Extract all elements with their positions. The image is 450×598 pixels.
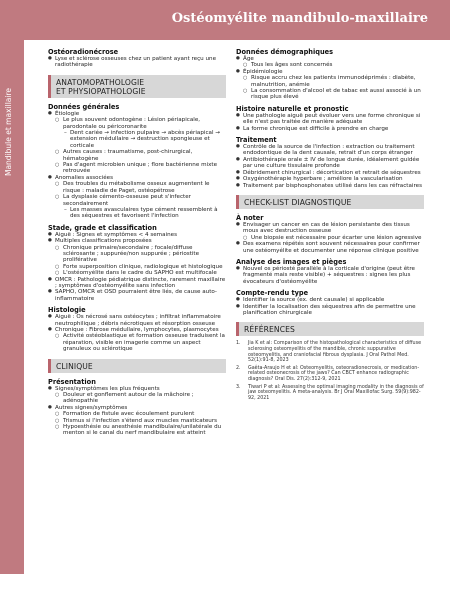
heading-histologie: Histologie — [48, 306, 86, 315]
heading-presentation: Présentation — [48, 377, 96, 386]
list-item: ● Aiguë : Signes et symptômes < 4 semaines — [48, 232, 226, 238]
osteoradionecrose-list — [48, 56, 226, 69]
list-item: ○ Trismus si l'infection s'étend aux muscles masticateurs — [48, 418, 226, 424]
chapter-sidebar — [0, 40, 24, 598]
heading-demographie: Données démographiques — [236, 48, 334, 56]
list-item: ● Anomalies associées — [48, 175, 226, 181]
compte-rendu-list — [236, 297, 424, 316]
page-title: Ostéomyélite mandibulo-maxillaire — [171, 11, 428, 26]
heading-donnees-generales: Données générales — [48, 102, 120, 111]
list-item: ● Envisager un cancer en cas de lésion persistante des tissus mous avec destruction osseuse — [236, 222, 424, 235]
heading-osteoradionecrose: Ostéoradionécrose — [48, 48, 119, 56]
analyse-list — [236, 266, 424, 285]
page-number: 484 — [4, 589, 20, 598]
list-item: ○ Forte superposition clinique, radiologique et histologique — [48, 264, 226, 270]
list-item: ● Épidémiologie — [236, 69, 424, 75]
list-item: ● Autres signes/symptômes — [48, 405, 226, 411]
heading-a-noter: À noter — [236, 213, 264, 222]
section-band-references — [236, 322, 424, 336]
list-item: ● Aiguë : Os nécrosé sans ostéocytes ; infiltrat inflammatoire neutrophilique ; débris nécrotiques et résorption osseuse — [48, 314, 226, 327]
reference-text: Jia K et al: Comparison of the histopathological characteristics of diffuse sclerosing osteomyelitis of the mandible, chronic suppurative osteomyelitis, and craniofacial fibrous dysplasia. J Oral Pathol Med. 52(1):91-8, 2023 — [248, 341, 422, 364]
list-item: ○ Pas d'agent microbien unique ; flore bactérienne mixte retrouvée — [48, 162, 226, 175]
list-item: ● SAPHO, OMCR et OSD pourraient être liés, de cause auto-inflammatoire — [48, 289, 226, 302]
list-item: – Les masses avasculaires type cément ressemblent à des séquestres et favorisent l'infection — [48, 207, 226, 220]
traitement-list — [236, 144, 424, 189]
list-item: ● Des examens répétés sont souvent nécessaires pour confirmer une ostéomyélite et documenter une réponse clinique positive — [236, 241, 424, 254]
demographie-list — [236, 56, 424, 101]
heading-compte-rendu: Compte-rendu type — [236, 289, 309, 298]
a-noter-list — [236, 222, 424, 254]
histologie-list — [48, 314, 226, 352]
list-item: ● Oxygénothérapie hyperbare ; améliore la vascularisation — [236, 176, 424, 182]
list-item: ○ Activité ostéoblastique et formation osseuse traduisent la réparation, visible en imagerie comme un aspect granuleux ou sclérotique — [48, 333, 226, 352]
list-item: ○ La dysplasie cémento-osseuse peut s'infecter secondairement — [48, 194, 226, 207]
list-item: ○ La consommation d'alcool et de tabac est aussi associé à un risque plus élevé — [236, 88, 424, 101]
list-item: ○ Formation de fistule avec écoulement purulent — [48, 411, 226, 417]
list-item: ● Âge — [236, 56, 424, 62]
heading-histoire-naturelle: Histoire naturelle et pronostic — [236, 104, 349, 113]
list-item: ● OMCR : Pathologie pédiatrique distincte, rarement maxillaire ; symptômes d'ostéomyélite sans infection — [48, 277, 226, 290]
list-item: ● Nouvel os périosté parallèle à la corticale d'origine (peut être fragmenté mais reste visible) + séquestres : signes les plus évocateurs d'ostéomyélite — [236, 266, 424, 285]
list-item: ● Une pathologie aiguë peut évoluer vers une forme chronique si elle n'est pas traitée de manière adéquate — [236, 113, 424, 126]
heading-analyse-images: Analyse des images et pièges — [236, 257, 347, 266]
list-item: ○ Risque accru chez les patients immunodéprimés : diabète, malnutrition, anémie — [236, 75, 424, 88]
references-list — [236, 341, 424, 401]
list-item: ● Étiologie — [48, 111, 226, 117]
histoire-list — [236, 113, 424, 132]
list-item: ○ Des troubles du métabolisme osseux augmentent le risque : maladie de Paget, ostéopétrose — [48, 181, 226, 194]
list-item: ● Multiples classifications proposées — [48, 238, 226, 244]
list-item: ○ Une biopsie est nécessaire pour écarter une lésion agressive — [236, 235, 424, 241]
presentation-list — [48, 386, 226, 437]
list-item: ● Signes/symptômes les plus fréquents — [48, 386, 226, 392]
reference-number: 2. — [236, 365, 241, 371]
section-band-checklist — [236, 195, 424, 209]
list-item: ○ Autres causes : traumatisme, post-chirurgical, hématogène — [48, 149, 226, 162]
list-item: ○ Tous les âges sont concernés — [236, 62, 424, 68]
section-band-clinique — [48, 359, 226, 373]
list-item: – Dent cariée → infection pulpaire → abcès périapical → extension médullaire → destruction spongieuse et corticale — [48, 130, 226, 149]
chapter-label: Mandibule et maxillaire — [4, 88, 13, 177]
list-item: ● Lyse et sclérose osseuses chez un patient ayant reçu une radiothérapie — [48, 56, 226, 69]
list-item: ○ Douleur et gonflement autour de la mâchoire ; adénopathie — [48, 392, 226, 405]
reference-text: Tiwari P et al: Assessing the optimal imaging modality in the diagnosis of jaw osteomyelitis. A meta-analysis. Br J Oral Maxillofac Surg. 59(9):982-92, 2021 — [248, 384, 424, 401]
section-title: CLINIQUE — [56, 361, 93, 371]
list-item: ● Traitement par bisphosphonates utilisé dans les cas réfractaires — [236, 183, 424, 189]
list-item: ○ L'ostéomyélite dans le cadre du SAPHO est multifocale — [48, 270, 226, 276]
list-item: ● Identifier la source (ex. dent causale) si applicable — [236, 297, 424, 303]
reference-item — [236, 366, 424, 383]
section-title: RÉFÉRENCES — [244, 325, 295, 335]
section-title-line: ANATOMOPATHOLOGIE — [56, 77, 145, 87]
stade-list — [48, 232, 226, 302]
list-item: ● La forme chronique est difficile à prendre en charge — [236, 126, 424, 132]
reference-item — [236, 341, 424, 363]
list-item: ● Identifier la localisation des séquestres afin de permettre une planification chirurgicale — [236, 304, 424, 317]
page-header — [0, 0, 450, 40]
right-column — [236, 48, 424, 403]
left-column — [48, 48, 226, 437]
reference-number: 1. — [236, 341, 241, 347]
list-item: ● Chronique : Fibrose médullaire, lymphocytes, plasmocytes — [48, 327, 226, 333]
reference-number: 3. — [236, 384, 241, 390]
list-item: ● Débridement chirurgical : décortication et retrait de séquestres — [236, 170, 424, 176]
reference-item — [236, 385, 424, 402]
section-title: CHECK-LIST DIAGNOSTIQUE — [244, 197, 352, 207]
reference-text: Gaêta-Araujo H et al: Osteomyelitis, osteoradionecrosis, or medication-related osteonecrosis of the jaws? Can CBCT enhance radiographic diagnosis? Oral Dis. 27(2):312-9, 2021 — [248, 365, 420, 382]
section-band-anatomopathologie — [48, 75, 226, 98]
list-item: ○ Chronique primaire/secondaire ; focale/diffuse sclérosante ; suppurée/non suppurée ; périostite proliférative — [48, 245, 226, 264]
list-item: ● Antibiothérapie orale ± IV de longue durée, idéalement guidée par une culture tissulaire profonde — [236, 157, 424, 170]
donnees-generales-list — [48, 111, 226, 220]
heading-traitement: Traitement — [236, 136, 277, 145]
list-item: ○ Le plus souvent odontogène : Lésion périapicale, parodontale ou péricoronarite — [48, 117, 226, 130]
list-item: ○ Hypoesthésie ou anesthésie mandibulaire/unilatérale du menton si le canal du nerf mandibulaire est atteint — [48, 424, 226, 437]
heading-stade: Stade, grade et classification — [48, 223, 157, 232]
list-item: ● Contrôle de la source de l'infection : extraction ou traitement endodontique de la dent causale, retrait d'un corps étranger — [236, 144, 424, 157]
section-title-line: ET PHYSIOPATHOLOGIE — [56, 86, 146, 96]
